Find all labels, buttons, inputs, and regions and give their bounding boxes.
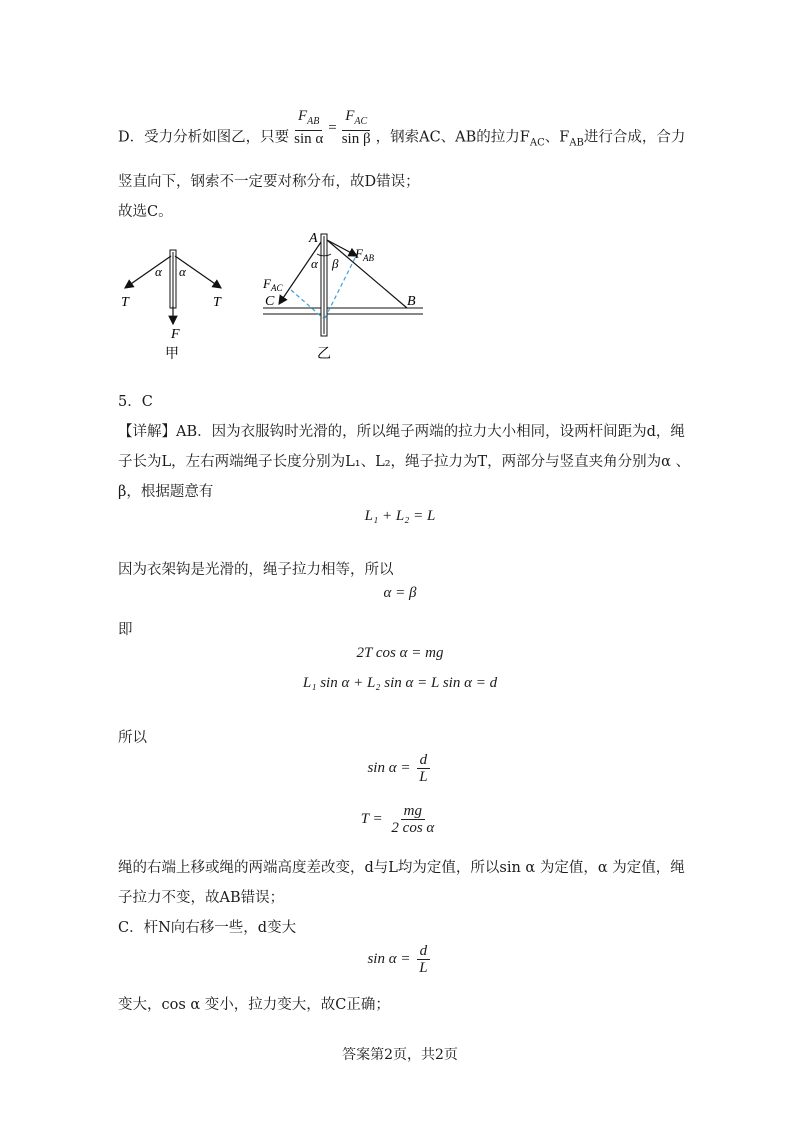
eq5-den: L xyxy=(419,769,428,785)
text-right-end-1: 绳的右端上移或绳的两端高度差改变，d与L均为定值，所以sin α 为定值，α 为定值，绳 xyxy=(118,860,685,876)
eq2: α = β xyxy=(383,585,417,601)
eq-den-right: sin β xyxy=(341,131,371,147)
eq-num-left-sub: AB xyxy=(307,116,320,127)
label-fab: $F_{AB}$ xyxy=(355,246,374,263)
label-alpha-right: α xyxy=(179,264,186,279)
eq7-frac xyxy=(416,943,430,976)
eq6 xyxy=(0,803,800,836)
eq5-lhs: sin α = xyxy=(367,759,411,776)
label-f: F xyxy=(171,327,180,342)
eq7-den: L xyxy=(419,960,428,976)
eq3: 2T cos α = mg xyxy=(356,645,444,661)
label-beta-yi: β xyxy=(332,256,339,271)
sub-ac: AC xyxy=(529,137,545,149)
q5-detail-line1: 【详解】AB．因为衣服钩时光滑的，所以绳子两端的拉力大小相同，设两杆间距为d，绳 xyxy=(118,424,685,440)
eq-num-left: F xyxy=(297,108,308,124)
label-c: C xyxy=(265,294,275,309)
sub-ab: AB xyxy=(569,137,584,149)
arrow-t-left xyxy=(125,256,171,288)
eq5 xyxy=(0,752,800,785)
cable-ab xyxy=(327,240,407,308)
ratio-fac-sin-beta xyxy=(339,108,374,147)
label-alpha-yi: α xyxy=(311,256,318,271)
figure-jia xyxy=(115,240,245,370)
label-b: B xyxy=(407,294,416,309)
eq-equals: = xyxy=(328,119,337,136)
eq-num-right: F xyxy=(345,108,355,124)
caption-yi: 乙 xyxy=(317,347,331,362)
figure-yi xyxy=(255,228,435,368)
label-alpha-left: α xyxy=(155,264,162,279)
eq6-lhs: T = xyxy=(360,810,383,827)
ratio-fab-sin-alpha xyxy=(291,108,326,147)
label-t-left: T xyxy=(121,295,129,310)
eq-den-left: sin α xyxy=(294,131,324,147)
page-footer: 答案第2页，共2页 xyxy=(342,1047,458,1063)
section-d-prefix: D．受力分析如图乙，只要 xyxy=(118,129,290,146)
eq6-den: 2 cos α xyxy=(391,820,435,836)
arrow-fab xyxy=(327,240,357,256)
section-d-sep: 、F xyxy=(544,129,570,146)
label-a: A xyxy=(309,231,318,246)
eq1: L₁ + L₂ = L xyxy=(364,508,436,524)
caption-jia: 甲 xyxy=(165,347,179,362)
label-t-right: T xyxy=(213,295,221,310)
q5-number: 5．C xyxy=(118,394,153,410)
q5-detail-line2: 子长为L，左右两端绳子长度分别为L₁、L₂，绳子拉力为T，两部分与竖直夹角分别为α 、 xyxy=(118,454,691,470)
arrow-fac xyxy=(279,242,321,304)
label-fac: $F_{AC}$ xyxy=(263,276,283,293)
section-d-line3: 故选C。 xyxy=(118,204,173,220)
section-d-line1 xyxy=(118,108,686,157)
eq5-frac xyxy=(416,752,430,785)
section-d-suffix: ，钢索AC、AB的拉力F xyxy=(375,129,530,146)
eq6-num: mg xyxy=(401,803,425,820)
section-d-line2: 竖直向下，钢索不一定要对称分布，故D错误； xyxy=(118,174,420,190)
text-right-end-2: 子拉力不变，故AB错误； xyxy=(118,890,285,906)
eq7-num: d xyxy=(417,943,431,960)
eq-num-right-sub: AC xyxy=(354,116,368,127)
eq6-frac xyxy=(388,803,437,836)
text-because: 因为衣架钩是光滑的，绳子拉力相等，所以 xyxy=(118,562,394,578)
dashed-line-right xyxy=(325,258,355,318)
section-d-suffix2: 进行合成，合力 xyxy=(583,129,686,146)
text-final: 变大，cos α 变小，拉力变大，故C正确； xyxy=(118,997,390,1013)
text-c: C．杆N向右移一些，d变大 xyxy=(118,920,297,936)
q5-detail-line3: β，根据题意有 xyxy=(118,484,214,500)
eq7 xyxy=(0,943,800,976)
eq4: L₁ sin α + L₂ sin α = L sin α = d xyxy=(302,675,498,691)
text-suoyi: 所以 xyxy=(118,730,147,746)
eq7-lhs: sin α = xyxy=(367,950,411,967)
text-ji: 即 xyxy=(118,622,133,638)
eq5-num: d xyxy=(417,752,431,769)
